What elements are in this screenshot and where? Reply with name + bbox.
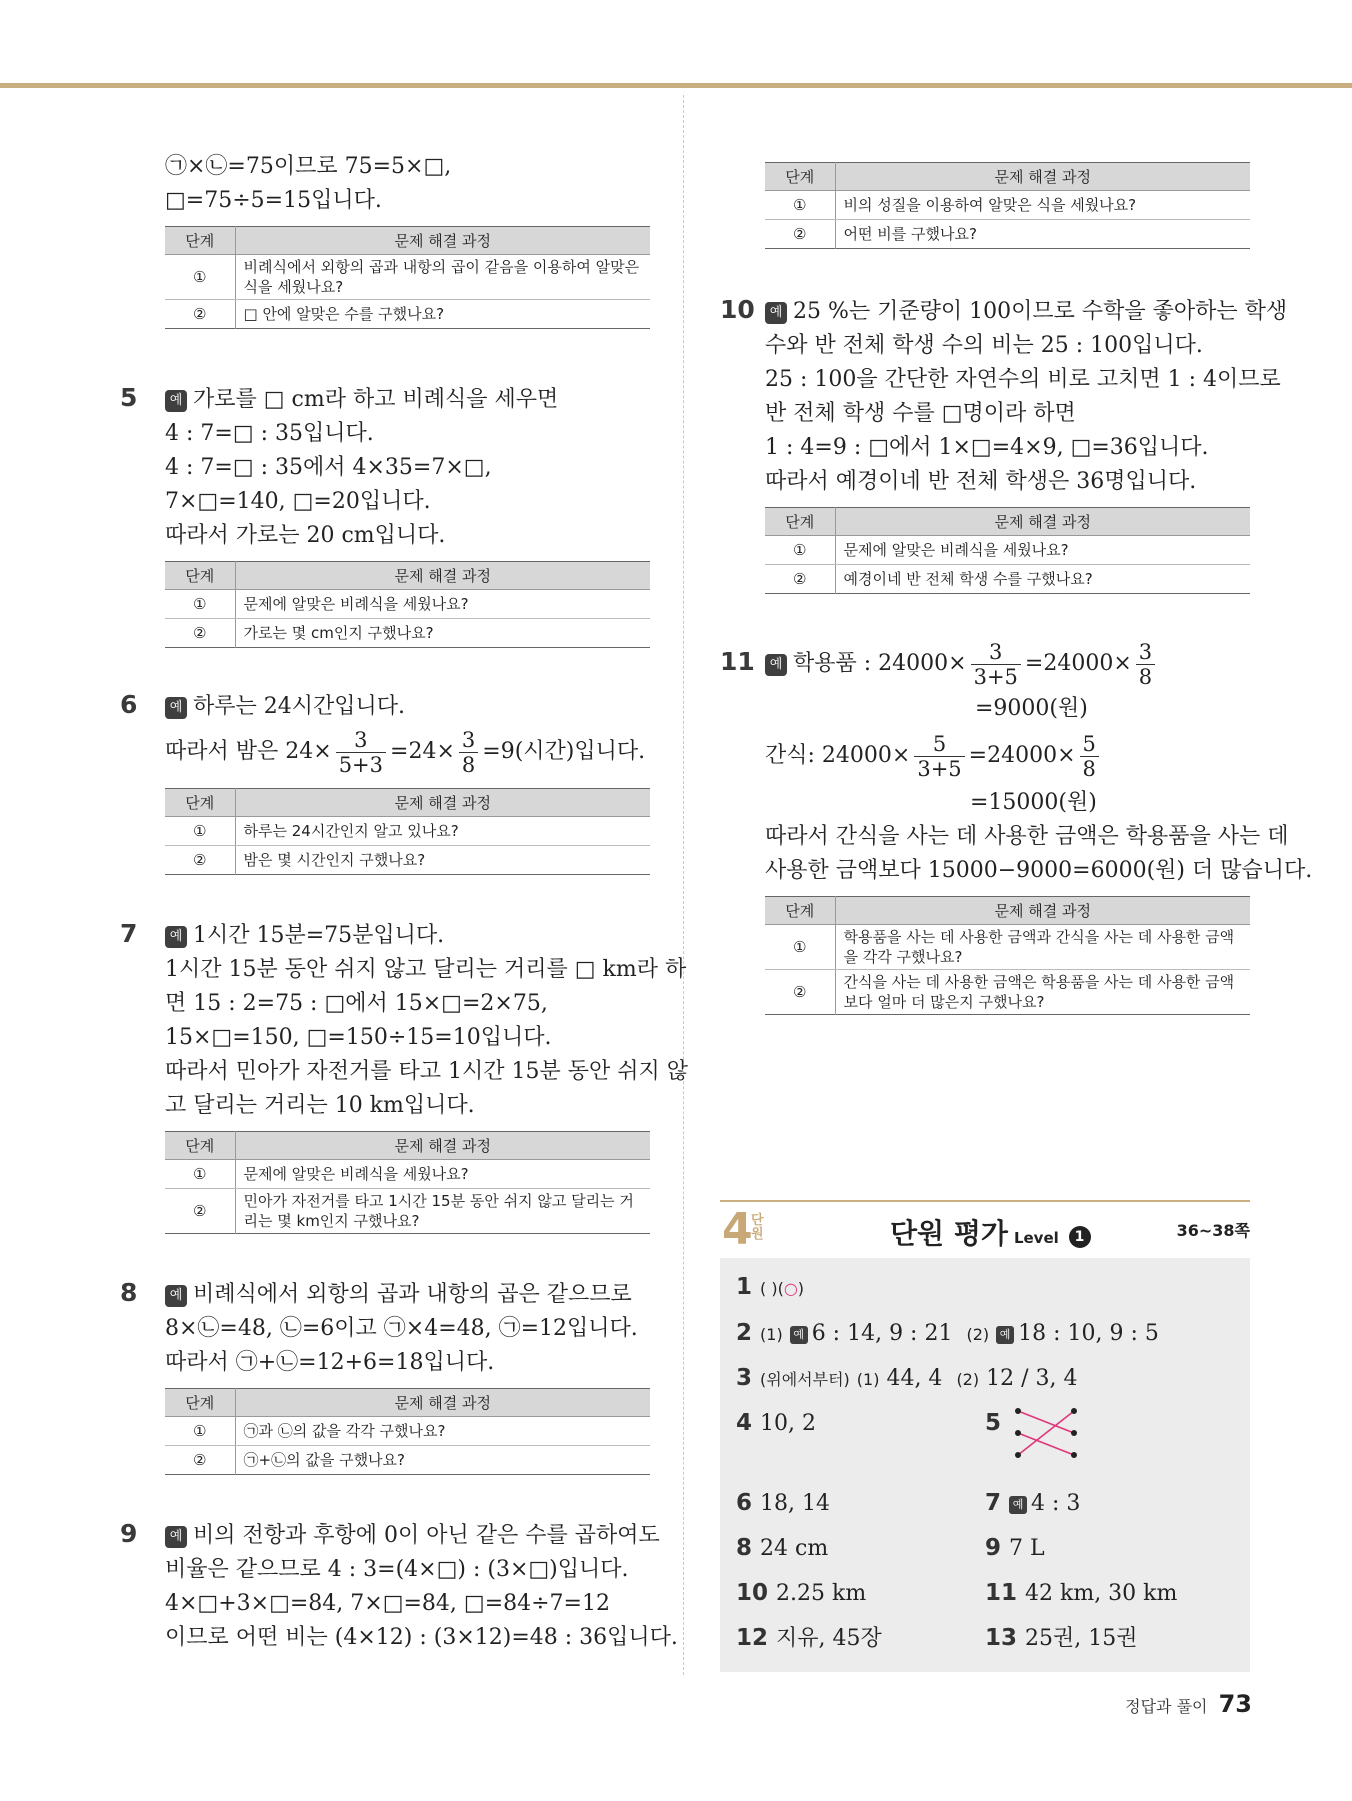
answer-value: 44, 4	[886, 1366, 943, 1391]
answer-5	[985, 1408, 1009, 1439]
answer-number: 6	[736, 1490, 753, 1516]
unit-number: 4	[722, 1204, 753, 1255]
answer-number: 10	[736, 1580, 769, 1606]
example-badge: 예	[165, 1285, 187, 1307]
answer-number: 2	[736, 1320, 753, 1346]
answer-value: 42 km, 30 km	[1025, 1581, 1178, 1606]
answer-6	[736, 1488, 830, 1519]
table-step-1: ①	[165, 1160, 235, 1189]
unit-title	[890, 1212, 1091, 1252]
match-line	[1018, 1433, 1074, 1455]
example-badge: 예	[1009, 1496, 1027, 1514]
q7-line-6: 고 달리는 거리는 10 km입니다.	[165, 1093, 475, 1118]
table-desc-2: 어떤 비를 구했나요?	[843, 225, 977, 243]
q6-line-1	[120, 688, 650, 724]
answer-9	[985, 1533, 1045, 1564]
q5-line-1	[120, 381, 650, 417]
table-desc-2: ㉠+㉡의 값을 구했나요?	[243, 1451, 405, 1469]
answer-value: 10, 2	[760, 1411, 816, 1436]
question-number: 11	[720, 647, 755, 676]
answer-8	[736, 1533, 828, 1564]
answer-value: 12 / 3, 4	[986, 1366, 1078, 1391]
table-desc-1: 문제에 알맞은 비례식을 세웠나요?	[235, 1160, 650, 1189]
match-dot	[1015, 1430, 1021, 1436]
q11-line-3	[720, 726, 1250, 786]
unit-pages: 36~38쪽	[1176, 1221, 1250, 1240]
table-desc-2: 가로는 몇 cm인지 구했나요?	[243, 624, 434, 642]
answer-1	[736, 1272, 804, 1304]
q11-expr: =24000×	[968, 743, 1076, 768]
intro-line-1: ㉠×㉡=75이므로 75=5×□,	[165, 154, 452, 179]
fraction	[914, 732, 964, 781]
q10-line-6: 따라서 예경이네 반 전체 학생은 36명입니다.	[765, 469, 1197, 494]
top-rule	[0, 83, 1352, 88]
unit-header	[720, 1200, 1250, 1258]
denominator: 3+5	[973, 664, 1018, 689]
intro-line-2: □=75÷5=15입니다.	[165, 188, 382, 213]
table-step-2: ②	[165, 1446, 235, 1475]
q9-text: 비의 전항과 후항에 0이 아닌 같은 수를 곱하여도	[193, 1523, 660, 1548]
intro-step-table	[165, 226, 650, 329]
answer-text: )	[797, 1279, 805, 1298]
match-dot	[1071, 1430, 1077, 1436]
example-badge: 예	[996, 1326, 1014, 1344]
table-header-process: 문제 해결 과정	[235, 562, 650, 590]
table-desc-2: 민아가 자전거를 타고 1시간 15분 동안 쉬지 않고 달리는 거리는 몇 km인지 구했나요?	[243, 1192, 634, 1230]
answer-2	[736, 1318, 1159, 1350]
level-number: 1	[1069, 1226, 1091, 1248]
q8-line-2: 8×㉡=48, ㉡=6이고 ㉠×4=48, ㉠=12입니다.	[165, 1316, 638, 1341]
table-desc-1: 비례식에서 외항의 곱과 내항의 곱이 같음을 이용하여 알맞은 식을 세웠나요?	[235, 255, 650, 300]
q8-step-table	[165, 1388, 650, 1475]
part-label: (2)	[966, 1325, 990, 1344]
table-header-step: 단계	[165, 789, 235, 817]
table-desc-2: 예경이네 반 전체 학생 수를 구했나요?	[843, 570, 1093, 588]
answer-value: 18, 14	[760, 1491, 830, 1516]
q10-step-table	[765, 507, 1250, 594]
table-step-2: ②	[765, 220, 835, 249]
answer-prefix: (위에서부터)	[760, 1370, 850, 1389]
match-line	[1018, 1411, 1074, 1433]
table-header-step: 단계	[165, 227, 235, 255]
numerator: 5	[914, 732, 964, 757]
table-header-process: 문제 해결 과정	[835, 163, 1250, 191]
answer-value: 24 cm	[760, 1536, 829, 1561]
table-header-process: 문제 해결 과정	[235, 1132, 650, 1160]
q7-line-4: 15×□=150, □=150÷15=10입니다.	[165, 1025, 552, 1050]
answer-3	[736, 1363, 1077, 1395]
table-header-step: 단계	[765, 163, 835, 191]
answer-4	[736, 1408, 816, 1439]
answer-number: 12	[736, 1625, 769, 1651]
q11-line-2: =9000(원)	[975, 696, 1088, 721]
q9-line-4: 이므로 어떤 비는 (4×12) : (3×12)=48 : 36입니다.	[165, 1625, 678, 1650]
table-step-1: ①	[765, 536, 835, 565]
denominator: 8	[1082, 756, 1096, 781]
question-number: 7	[120, 919, 138, 948]
table-step-2: ②	[765, 565, 835, 594]
table-header-process: 문제 해결 과정	[835, 508, 1250, 536]
example-badge: 예	[765, 654, 787, 676]
right-column	[720, 150, 1313, 1015]
example-badge: 예	[165, 697, 187, 719]
answer-value: 2.25 km	[776, 1581, 867, 1606]
table-step-2: ②	[765, 970, 835, 1015]
fraction	[1080, 732, 1099, 781]
answer-number: 9	[985, 1535, 1002, 1561]
q7-line-5: 따라서 민아가 자전거를 타고 1시간 15분 동안 쉬지 않	[165, 1059, 688, 1084]
q5-step-table	[165, 561, 650, 648]
q9-line-2: 비율은 같으므로 4 : 3=(4×□) : (3×□)입니다.	[165, 1557, 629, 1582]
table-desc-1: 비의 성질을 이용하여 알맞은 식을 세웠나요?	[835, 191, 1250, 220]
answer-number: 5	[985, 1410, 1002, 1436]
table-desc-2: □ 안에 알맞은 수를 구했나요?	[243, 305, 445, 323]
table-step-1: ①	[765, 925, 835, 970]
answer-value: 18 : 10, 9 : 5	[1018, 1321, 1159, 1346]
q6-expr-a: 따라서 밤은 24×	[165, 739, 332, 764]
table-step-1: ①	[165, 817, 235, 846]
q11-expr: 간식: 24000×	[765, 743, 911, 768]
answer-number: 13	[985, 1625, 1018, 1651]
table-header-step: 단계	[765, 897, 835, 925]
q7-line-2: 1시간 15분 동안 쉬지 않고 달리는 거리를 □ km라 하	[165, 957, 687, 982]
denominator: 3+5	[917, 756, 962, 781]
question-number: 5	[120, 383, 138, 412]
q5-line-5: 따라서 가로는 20 cm입니다.	[165, 523, 446, 548]
answer-number: 3	[736, 1365, 753, 1391]
unit-title-text: 단원 평가	[890, 1217, 1008, 1250]
part-label: (2)	[956, 1370, 980, 1389]
denominator: 5+3	[338, 752, 384, 777]
q11-line-1	[720, 634, 1250, 692]
q11-expr: 학용품 : 24000×	[793, 651, 967, 676]
q7-text: 1시간 15분=75분입니다.	[193, 923, 445, 948]
answer-panel	[720, 1258, 1250, 1672]
denominator: 8	[1138, 664, 1153, 689]
fraction	[971, 640, 1021, 689]
denominator: 8	[461, 752, 476, 777]
answer-number: 1	[736, 1274, 753, 1300]
answer-number: 4	[736, 1410, 753, 1436]
unit-test-section	[720, 1200, 1250, 1672]
part-label: (1)	[856, 1370, 880, 1389]
answer-13	[985, 1623, 1138, 1654]
q10-line-3: 25 : 100을 간단한 자연수의 비로 고치면 1 : 4이므로	[765, 367, 1281, 392]
answer-value: 4 : 3	[1031, 1491, 1081, 1516]
q10-line-2: 수와 반 전체 학생 수의 비는 25 : 100입니다.	[765, 333, 1203, 358]
question-number: 6	[120, 690, 138, 719]
fraction	[336, 728, 386, 777]
table-step-1: ①	[165, 1417, 235, 1446]
answer-value: 지유, 45장	[776, 1626, 882, 1651]
part-label: (1)	[760, 1325, 783, 1344]
table-desc-2: 간식을 사는 데 사용한 금액은 학용품을 사는 데 사용한 금액보다 얼마 더 많은지 구했나요?	[843, 973, 1235, 1011]
example-badge: 예	[765, 302, 787, 324]
match-dot	[1071, 1452, 1077, 1458]
answer-value: 25권, 15권	[1025, 1626, 1138, 1651]
fraction	[1136, 640, 1155, 689]
q11-expr: =24000×	[1024, 651, 1132, 676]
table-header-process: 문제 해결 과정	[235, 1389, 650, 1417]
column-divider	[683, 95, 684, 1675]
answer-7	[985, 1488, 1080, 1519]
level-label: Level	[1013, 1229, 1059, 1247]
q5-text: 가로를 □ cm라 하고 비례식을 세우면	[193, 387, 559, 412]
page-footer	[1125, 1690, 1252, 1718]
left-column	[120, 150, 688, 1655]
table-header-step: 단계	[165, 562, 235, 590]
table-header-step: 단계	[165, 1132, 235, 1160]
q5-line-4: 7×□=140, □=20입니다.	[165, 489, 431, 514]
q9-line-3: 4×□+3×□=84, 7×□=84, □=84÷7=12	[165, 1591, 610, 1616]
answer-12	[736, 1623, 882, 1654]
example-badge: 예	[165, 1526, 187, 1548]
table-step-1: ①	[165, 255, 235, 300]
question-number: 8	[120, 1278, 138, 1307]
q8-line-3: 따라서 ㉠+㉡=12+6=18입니다.	[165, 1350, 495, 1375]
numerator: 3	[336, 728, 386, 753]
q5-line-2: 4 : 7=□ : 35입니다.	[165, 421, 374, 446]
circle-mark: ○	[783, 1279, 798, 1298]
q6-line-2	[120, 724, 650, 780]
page-number: 73	[1218, 1690, 1252, 1718]
match-dot	[1015, 1408, 1021, 1414]
matching-lines-diagram	[1012, 1403, 1082, 1461]
answer-value: 6 : 14, 9 : 21	[811, 1321, 953, 1346]
q11-line-6: 사용한 금액보다 15000−9000=6000(원) 더 많습니다.	[765, 858, 1313, 883]
match-dot	[1071, 1408, 1077, 1414]
table-desc-1: 문제에 알맞은 비례식을 세웠나요?	[235, 590, 650, 619]
table-step-1: ①	[765, 191, 835, 220]
q7-line-3: 면 15 : 2=75 : □에서 15×□=2×75,	[165, 991, 548, 1016]
answer-value: 7 L	[1009, 1536, 1045, 1561]
q7-line-1	[120, 917, 650, 953]
match-dot	[1015, 1452, 1021, 1458]
q11-step-table	[765, 896, 1250, 1015]
q11-line-4: =15000(원)	[970, 790, 1097, 815]
answer-10	[736, 1578, 866, 1609]
q9-step-table	[765, 162, 1250, 249]
footer-label: 정답과 풀이	[1125, 1697, 1208, 1716]
numerator: 3	[1136, 640, 1155, 665]
answer-number: 7	[985, 1490, 1002, 1516]
numerator: 3	[971, 640, 1021, 665]
unit-word: 단원	[751, 1213, 764, 1242]
example-badge: 예	[790, 1326, 808, 1344]
fraction	[459, 728, 478, 777]
table-step-2: ②	[165, 1189, 235, 1234]
table-desc-1: 문제에 알맞은 비례식을 세웠나요?	[835, 536, 1250, 565]
q6-step-table	[165, 788, 650, 875]
question-number: 9	[120, 1519, 138, 1548]
q9-line-1	[120, 1517, 660, 1553]
table-desc-2: 밤은 몇 시간인지 구했나요?	[243, 851, 426, 869]
table-step-1: ①	[165, 590, 235, 619]
table-step-2: ②	[165, 846, 235, 875]
table-header-step: 단계	[765, 508, 835, 536]
table-header-process: 문제 해결 과정	[235, 227, 650, 255]
q5-line-3: 4 : 7=□ : 35에서 4×35=7×□,	[165, 455, 492, 480]
q10-line-5: 1 : 4=9 : □에서 1×□=4×9, □=36입니다.	[765, 435, 1209, 460]
numerator: 5	[1080, 732, 1099, 757]
table-header-process: 문제 해결 과정	[835, 897, 1250, 925]
example-badge: 예	[165, 926, 187, 948]
q7-step-table	[165, 1131, 650, 1234]
q8-line-1	[120, 1276, 650, 1312]
table-header-step: 단계	[165, 1389, 235, 1417]
table-desc-1: 하루는 24시간인지 알고 있나요?	[235, 817, 650, 846]
table-step-2: ②	[165, 619, 235, 648]
answer-number: 11	[985, 1580, 1018, 1606]
q8-text: 비례식에서 외항의 곱과 내항의 곱은 같으므로	[193, 1282, 632, 1307]
example-badge: 예	[165, 390, 187, 412]
q6-expr-b: =24×	[390, 739, 455, 764]
answer-number: 8	[736, 1535, 753, 1561]
table-header-process: 문제 해결 과정	[235, 789, 650, 817]
q10-line-1	[720, 293, 1288, 329]
q11-line-5: 따라서 간식을 사는 데 사용한 금액은 학용품을 사는 데	[765, 824, 1289, 849]
table-desc-1: 학용품을 사는 데 사용한 금액과 간식을 사는 데 사용한 금액을 각각 구했나요?	[835, 925, 1250, 970]
q10-line-4: 반 전체 학생 수를 □명이라 하면	[765, 401, 1076, 426]
numerator: 3	[459, 728, 478, 753]
q6-text: 하루는 24시간입니다.	[193, 694, 405, 719]
table-step-2: ②	[165, 300, 235, 329]
table-desc-1: ㉠과 ㉡의 값을 각각 구했나요?	[235, 1417, 650, 1446]
answer-text: ( )(	[760, 1279, 784, 1298]
q10-text: 25 %는 기준량이 100이므로 수학을 좋아하는 학생	[793, 299, 1288, 324]
answer-11	[985, 1578, 1177, 1609]
match-line	[1018, 1411, 1074, 1455]
question-number: 10	[720, 295, 755, 324]
q6-expr-c: =9(시간)입니다.	[482, 739, 646, 764]
